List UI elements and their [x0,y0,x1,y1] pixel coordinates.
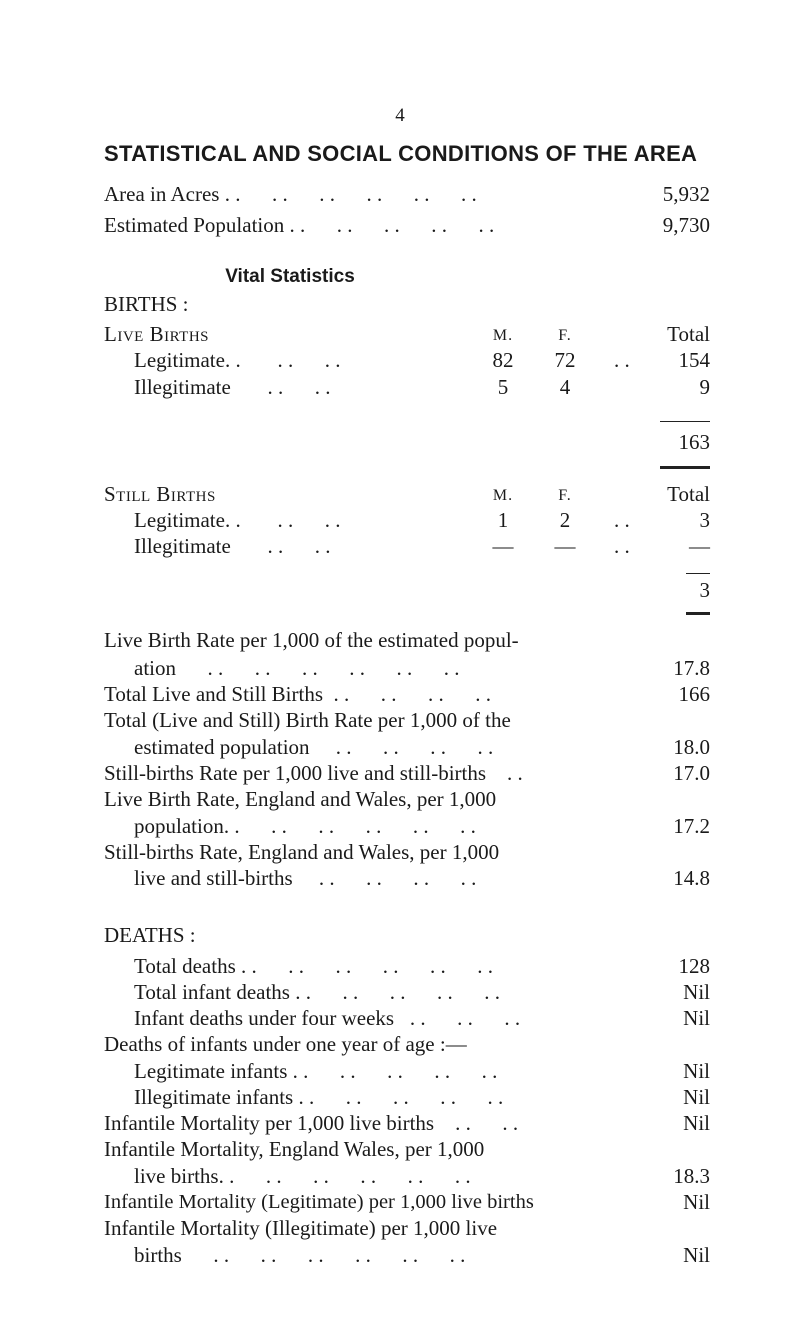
still-legit-m: 1 [497,508,509,532]
still-legit-f: 2 [559,508,571,532]
total-births-value: 166 [678,682,710,706]
still-illegit-total: — [689,534,710,558]
live-grand-total: 163 [678,430,710,454]
under-four-weeks-value: Nil [683,1006,710,1030]
ew-live-rate-line2: population. . . . . . . . . . . . [134,814,476,838]
area-label: Area in Acres . . . . . . . . . . . . [104,182,477,206]
still-illegit-f: — [554,534,576,558]
live-subtotal-rule [660,421,710,422]
live-total-rule [660,466,710,469]
live-row-legitimate-label: Legitimate. . . . . . [134,348,341,372]
page-number: 4 [395,105,405,126]
im-legit-label: Infantile Mortality (Legitimate) per 1,000 live births [104,1191,534,1213]
live-legit-m: 82 [492,348,514,372]
under-one-year-label: Deaths of infants under one year of age :— [104,1032,467,1056]
still-col-m: M. [492,487,514,504]
live-illegit-total: 9 [699,375,710,399]
still-births-heading: Still Births [104,482,216,506]
ew-still-rate-line1: Still-births Rate, England and Wales, per 1,000 [104,840,500,864]
deaths-label: DEATHS : [104,923,196,947]
total-rate-line2: estimated population . . . . . . . . [134,735,494,759]
ew-still-rate-value: 14.8 [673,866,710,890]
im-ew-line1: Infantile Mortality, England Wales, per 1,000 [104,1137,485,1161]
still-legit-dots: . . [614,508,630,532]
total-births-label: Total Live and Still Births . . . . . . . . [104,682,492,706]
still-col-total: Total [667,482,710,506]
ew-still-rate-line2: live and still-births . . . . . . . . [134,866,477,890]
im-illegit-line2: births . . . . . . . . . . . . [134,1243,466,1267]
im-ew-line2: live births. . . . . . . . . . . . [134,1164,471,1188]
under-four-weeks-label: Infant deaths under four weeks . . . . . . [134,1006,521,1030]
live-births-heading: Live Births [104,322,210,346]
still-legit-total: 3 [699,508,710,532]
population-label: Estimated Population . . . . . . . . . . [104,213,495,237]
still-total-rule [686,612,710,615]
page-title: STATISTICAL AND SOCIAL CONDITIONS OF THE AREA [104,141,698,166]
live-col-total: Total [667,322,710,346]
live-illegit-m: 5 [497,375,509,399]
still-grand-total: 3 [699,578,710,602]
still-rate-label: Still-births Rate per 1,000 live and still-births . . [104,761,523,785]
legit-infants-value: Nil [683,1059,710,1083]
im-rate-value: Nil [683,1111,710,1135]
live-col-f: F. [558,327,572,344]
still-illegit-m: — [492,534,514,558]
live-row-illegitimate-label: Illegitimate . . . . [134,375,331,399]
live-birth-rate-value: 17.8 [673,656,710,680]
ew-live-rate-line1: Live Birth Rate, England and Wales, per 1,000 [104,787,497,811]
still-row-illegitimate-label: Illegitimate . . . . [134,534,331,558]
live-legit-dots: . . [614,348,630,372]
infant-deaths-label: Total infant deaths . . . . . . . . . . [134,980,500,1004]
still-rate-value: 17.0 [673,761,710,785]
total-rate-value: 18.0 [673,735,710,759]
live-birth-rate-line1: Live Birth Rate per 1,000 of the estimated popul- [104,628,519,652]
im-rate-label: Infantile Mortality per 1,000 live births . . . . [104,1111,519,1135]
live-illegit-f: 4 [559,375,571,399]
still-subtotal-rule [686,573,710,574]
live-col-m: M. [492,327,514,344]
illegit-infants-label: Illegitimate infants . . . . . . . . . . [134,1085,504,1109]
ew-live-rate-value: 17.2 [673,814,710,838]
legit-infants-label: Legitimate infants . . . . . . . . . . [134,1059,498,1083]
im-illegit-line1: Infantile Mortality (Illegitimate) per 1,000 live [104,1216,498,1240]
im-ew-value: 18.3 [673,1164,710,1188]
live-legit-total: 154 [678,348,710,372]
total-deaths-value: 128 [678,954,710,978]
population-value: 9,730 [662,213,710,237]
live-legit-f: 72 [554,348,576,372]
still-row-legitimate-label: Legitimate. . . . . . [134,508,341,532]
im-legit-value: Nil [683,1190,710,1214]
vital-statistics-heading: Vital Statistics [225,266,355,287]
area-value: 5,932 [662,182,710,206]
still-col-f: F. [558,487,572,504]
total-deaths-label: Total deaths . . . . . . . . . . . . [134,954,493,978]
im-illegit-value: Nil [683,1243,710,1267]
infant-deaths-value: Nil [683,980,710,1004]
live-birth-rate-line2: ation . . . . . . . . . . . . [134,656,460,680]
still-illegit-dots: . . [614,534,630,558]
illegit-infants-value: Nil [683,1085,710,1109]
total-rate-line1: Total (Live and Still) Birth Rate per 1,000 of the [104,708,511,732]
births-label: BIRTHS : [104,292,189,316]
